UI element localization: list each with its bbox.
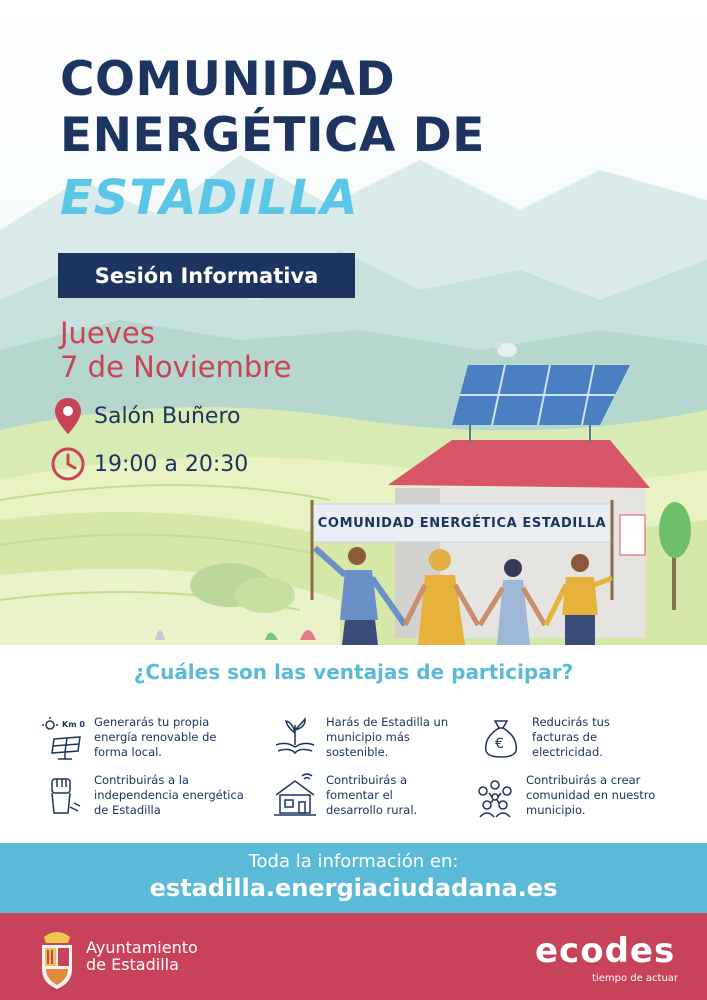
title-line-2: ENERGÉTICA DE	[60, 108, 485, 163]
benefit-item	[272, 773, 417, 819]
info-bar	[0, 843, 707, 913]
plant-hands-icon	[272, 715, 318, 761]
page-title	[60, 52, 485, 164]
title-accent: ESTADILLA	[60, 170, 359, 226]
event-location	[50, 398, 241, 434]
coat-of-arms-icon	[38, 925, 76, 991]
svg-text:€: €	[495, 736, 504, 752]
ecodes-tagline: tiempo de actuar	[592, 973, 679, 984]
benefit-text: Contribuirás a la independencia energética de Estadilla	[94, 773, 244, 817]
rural-house-icon	[272, 773, 318, 819]
benefit-item	[472, 773, 655, 819]
municipality-line-1: Ayuntamiento	[86, 938, 198, 957]
benefit-text: Harás de Estadilla un municipio más sostenible.	[326, 715, 449, 759]
event-date	[60, 316, 291, 384]
benefit-item	[40, 715, 217, 761]
info-label: Toda la información en:	[248, 851, 459, 872]
time-text: 19:00 a 20:30	[94, 451, 249, 477]
benefit-text: Contribuirás a crear comunidad en nuestro municipio.	[526, 773, 656, 817]
money-bag-icon	[478, 715, 524, 761]
benefit-item	[40, 773, 244, 819]
benefit-text: Generarás tu propia energía renovable de forma local.	[94, 715, 217, 759]
raised-fist-icon	[40, 773, 86, 819]
event-day: Jueves	[60, 316, 155, 350]
benefits-title: ¿Cuáles son las ventajas de participar?	[133, 660, 574, 684]
benefit-item	[272, 715, 448, 761]
km0-label: Km 0.	[62, 720, 86, 729]
municipality-line-2: de Estadilla	[86, 955, 179, 974]
benefit-text: Reducirás tus facturas de electricidad.	[532, 715, 610, 759]
event-time	[50, 446, 248, 482]
municipality-name	[86, 939, 198, 973]
banner-text: COMUNIDAD ENERGÉTICA ESTADILLA	[317, 515, 607, 531]
title-line-1: COMUNIDAD	[60, 52, 396, 107]
solar-panel-icon	[40, 715, 86, 761]
community-icon	[472, 773, 518, 819]
benefit-text: Contribuirás a fomentar el desarrollo rural.	[326, 773, 418, 817]
location-pin-icon	[50, 398, 86, 434]
footer	[0, 913, 707, 1000]
clock-icon	[50, 446, 86, 482]
session-label: Sesión Informativa	[58, 253, 355, 298]
event-date-text: 7 de Noviembre	[60, 350, 292, 384]
location-text: Salón Buñero	[94, 403, 241, 429]
ecodes-logo: ecodes	[535, 931, 676, 971]
benefit-item	[478, 715, 610, 761]
website-link[interactable]: estadilla.energiaciudadana.es	[149, 874, 558, 902]
